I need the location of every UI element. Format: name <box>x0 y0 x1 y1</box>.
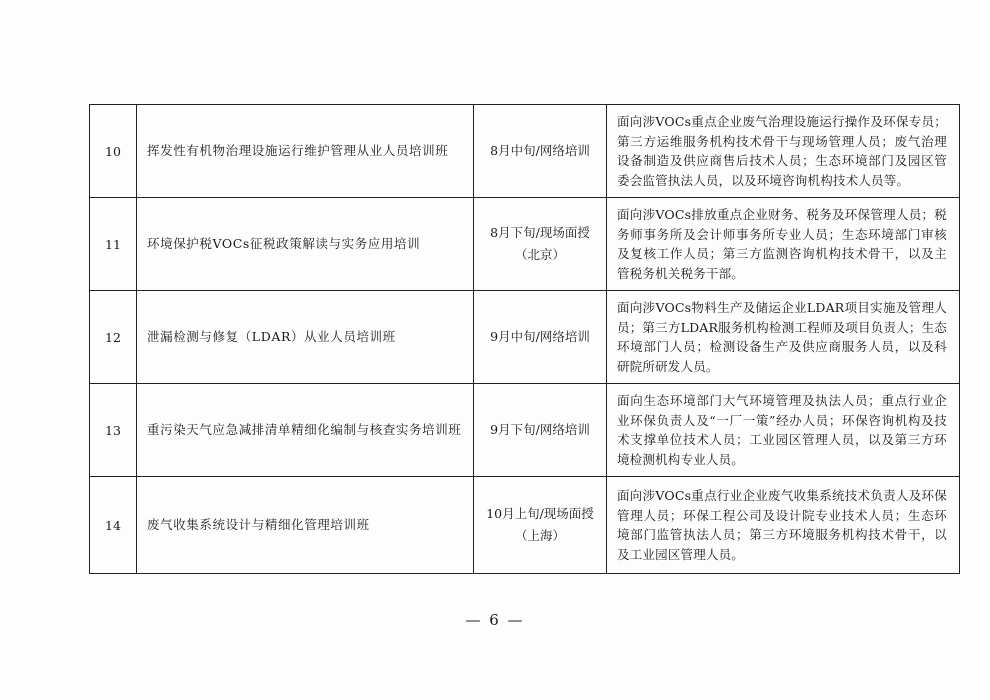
row-number: 11 <box>90 198 137 291</box>
course-name: 泄漏检测与修复（LDAR）从业人员培训班 <box>137 291 474 384</box>
course-time-main: 8月下旬/现场面授 <box>490 225 590 240</box>
page-number: — 6 — <box>465 611 525 629</box>
target-audience: 面向涉VOCs重点企业废气治理设施运行操作及环保专员；第三方运维服务机构技术骨干与现场管理人员；废气治理设备制造及供应商售后技术人员；生态环境部门及园区管委会监管执法人员，以及环境咨询机构技术人员等。 <box>607 105 960 198</box>
row-number: 12 <box>90 291 137 384</box>
course-time-main: 9月下旬/网络培训 <box>490 422 590 437</box>
course-time-location: （北京） <box>514 247 565 262</box>
course-time-main: 10月上旬/现场面授 <box>486 506 594 521</box>
target-audience: 面向生态环境部门大气环境管理及执法人员；重点行业企业环保负责人及“一厂一策”经办人员；环保咨询机构及技术支撑单位技术人员；工业园区管理人员，以及第三方环境检测机构专业人员。 <box>607 384 960 477</box>
table-row <box>90 291 960 384</box>
course-time <box>474 384 607 477</box>
course-time <box>474 198 607 291</box>
table-row <box>90 198 960 291</box>
target-audience: 面向涉VOCs排放重点企业财务、税务及环保管理人员；税务师事务所及会计师事务所专业人员；生态环境部门审核及复核工作人员；第三方监测咨询机构技术骨干，以及主管税务机关税务干部。 <box>607 198 960 291</box>
table-row <box>90 477 960 574</box>
table-row <box>90 105 960 198</box>
course-name: 挥发性有机物治理设施运行维护管理从业人员培训班 <box>137 105 474 198</box>
course-time-main: 9月中旬/网络培训 <box>490 329 590 344</box>
course-name: 重污染天气应急减排清单精细化编制与核查实务培训班 <box>137 384 474 477</box>
course-time <box>474 105 607 198</box>
target-audience: 面向涉VOCs物料生产及储运企业LDAR项目实施及管理人员；第三方LDAR服务机构检测工程师及项目负责人；生态环境部门人员；检测设备生产及供应商服务人员，以及科研院所研发人员。 <box>607 291 960 384</box>
course-time-location: （上海） <box>514 528 565 543</box>
row-number: 10 <box>90 105 137 198</box>
table-row <box>90 384 960 477</box>
course-time <box>474 477 607 574</box>
target-audience: 面向涉VOCs重点行业企业废气收集系统技术负责人及环保管理人员；环保工程公司及设计院专业技术人员；生态环境部门监管执法人员；第三方环境服务机构技术骨干，以及工业园区管理人员。 <box>607 477 960 574</box>
row-number: 14 <box>90 477 137 574</box>
course-time <box>474 291 607 384</box>
course-time-main: 8月中旬/网络培训 <box>490 143 590 158</box>
row-number: 13 <box>90 384 137 477</box>
course-name: 环境保护税VOCs征税政策解读与实务应用培训 <box>137 198 474 291</box>
course-name: 废气收集系统设计与精细化管理培训班 <box>137 477 474 574</box>
training-course-table <box>89 104 960 574</box>
